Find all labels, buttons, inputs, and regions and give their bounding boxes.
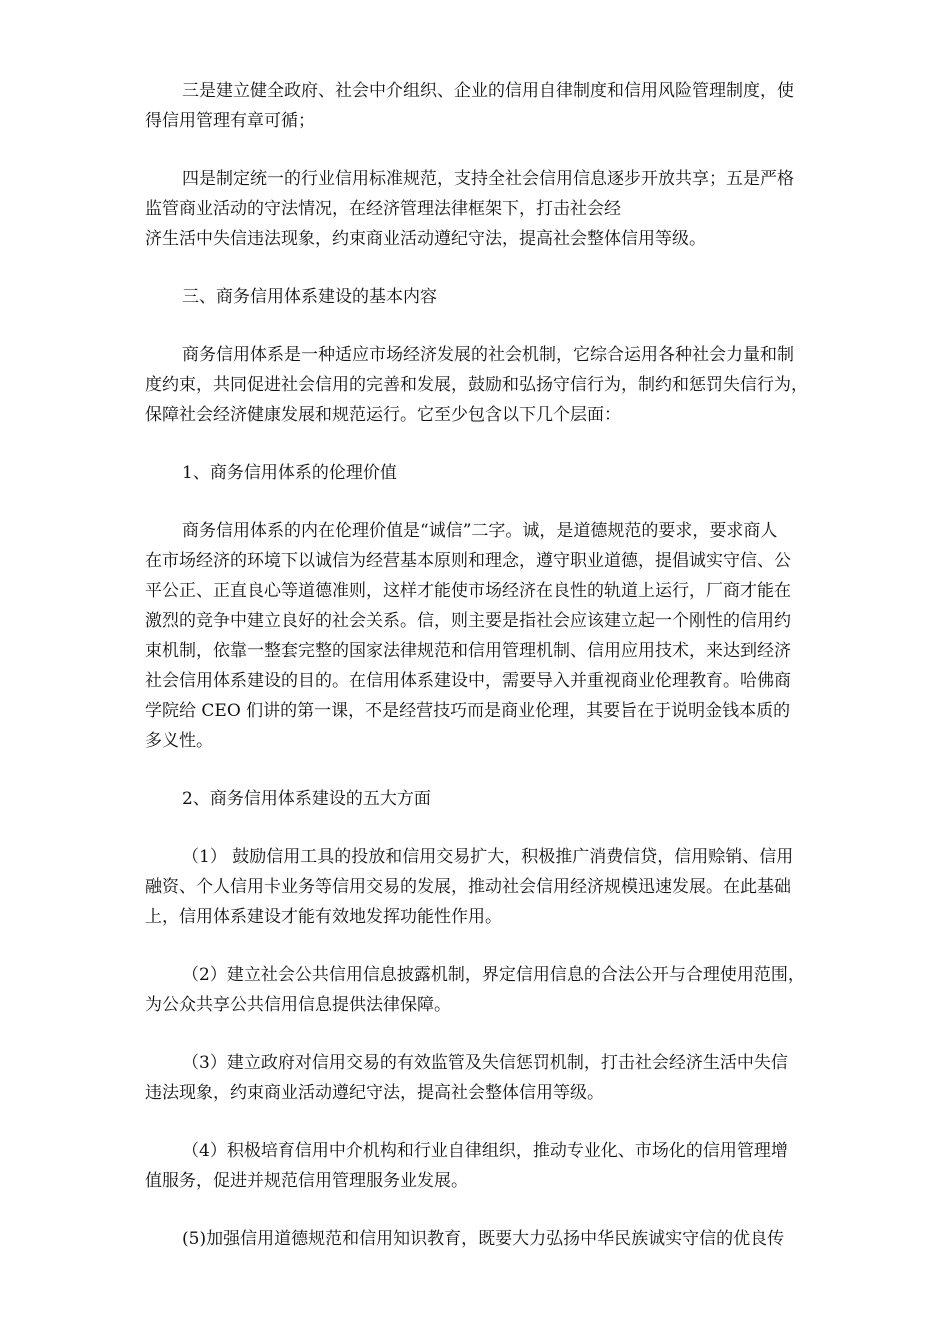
- text-line: 违法现象，约束商业活动遵纪守法，提高社会整体信用等级。: [145, 1083, 604, 1103]
- text-line: (5)加强信用道德规范和信用知识教育，既要大力弘扬中华民族诚实守信的优良传: [182, 1229, 785, 1249]
- text-line: 保障社会经济健康发展和规范运行。它至少包含以下几个层面：: [145, 405, 621, 425]
- text-line: 为公众共享公共信用信息提供法律保障。: [145, 995, 451, 1015]
- heading-text: 2、商务信用体系建设的五大方面: [182, 789, 431, 809]
- text-line: 上，信用体系建设才能有效地发挥功能性作用。: [145, 907, 502, 927]
- text-line: 四是制定统一的行业信用标准规范，支持全社会信用信息逐步开放共享；五是严格: [182, 169, 794, 189]
- text-line: 商务信用体系是一种适应市场经济发展的社会机制，它综合运用各种社会力量和制: [182, 345, 794, 365]
- paragraph-gap: [145, 932, 875, 960]
- text-line: 在市场经济的环境下以诚信为经营基本原则和理念，遵守职业道德，提倡诚实守信、公: [145, 551, 791, 571]
- text-line: 融资、个人信用卡业务等信用交易的发展，推动社会信用经济规模迅速发展。在此基础: [145, 877, 791, 897]
- list-item: [145, 960, 875, 1020]
- subsection-heading: [145, 458, 875, 488]
- text-line: 多义性。: [145, 731, 213, 751]
- list-item: [145, 842, 875, 932]
- paragraph: [145, 164, 875, 254]
- list-item: [145, 1136, 875, 1196]
- section-heading: [145, 282, 875, 312]
- list-item: [145, 1048, 875, 1108]
- paragraph: [145, 76, 875, 136]
- paragraph-gap: [145, 254, 875, 282]
- text-line: 三是建立健全政府、社会中介组织、企业的信用自律制度和信用风险管理制度，使: [182, 81, 794, 101]
- document-body: [145, 76, 875, 1254]
- paragraph-gap: [145, 756, 875, 784]
- text-line: （1） 鼓励信用工具的投放和信用交易扩大，积极推广消费信贷，信用赊销、信用: [182, 847, 794, 867]
- paragraph-gap: [145, 1196, 875, 1224]
- text-line: 商务信用体系的内在伦理价值是“诚信”二字。诚，是道德规范的要求，要求商人: [182, 521, 778, 541]
- text-line: 值服务，促进并规范信用管理服务业发展。: [145, 1171, 468, 1191]
- heading-text: 1、商务信用体系的伦理价值: [182, 463, 397, 483]
- text-line: （3）建立政府对信用交易的有效监管及失信惩罚机制，打击社会经济生活中失信: [182, 1053, 788, 1073]
- text-line: （2）建立社会公共信用信息披露机制，界定信用信息的合法公开与合理使用范围，: [182, 965, 805, 985]
- text-line: 社会信用体系建设的目的。在信用体系建设中，需要导入并重视商业伦理教育。哈佛商: [145, 671, 791, 691]
- text-line: 学院给 CEO 们讲的第一课，不是经营技巧而是商业伦理，其要旨在于说明金钱本质的: [145, 701, 791, 721]
- paragraph-gap: [145, 1020, 875, 1048]
- text-line: 监管商业活动的守法情况，在经济管理法律框架下，打击社会经: [145, 199, 621, 219]
- text-line: 济生活中失信违法现象，约束商业活动遵纪守法，提高社会整体信用等级。: [145, 229, 706, 249]
- paragraph-gap: [145, 136, 875, 164]
- text-line: 平公正、正直良心等道德准则，这样才能使市场经济在良性的轨道上运行，厂商才能在: [145, 581, 791, 601]
- text-line: 束机制，依靠一整套完整的国家法律规范和信用管理机制、信用应用技术，来达到经济: [145, 641, 791, 661]
- paragraph-gap: [145, 312, 875, 340]
- paragraph: [145, 340, 875, 430]
- heading-text: 三、商务信用体系建设的基本内容: [182, 287, 437, 307]
- text-line: 激烈的竞争中建立良好的社会关系。信，则主要是指社会应该建立起一个刚性的信用约: [145, 611, 791, 631]
- subsection-heading: [145, 784, 875, 814]
- paragraph-gap: [145, 1108, 875, 1136]
- list-item: [145, 1224, 875, 1254]
- text-line: （4）积极培育信用中介机构和行业自律组织，推动专业化、市场化的信用管理增: [182, 1141, 788, 1161]
- paragraph: [145, 516, 875, 756]
- paragraph-gap: [145, 814, 875, 842]
- text-line: 得信用管理有章可循；: [145, 111, 315, 131]
- paragraph-gap: [145, 430, 875, 458]
- text-line: 度约束，共同促进社会信用的完善和发展，鼓励和弘扬守信行为，制约和惩罚失信行为，: [145, 375, 808, 395]
- paragraph-gap: [145, 488, 875, 516]
